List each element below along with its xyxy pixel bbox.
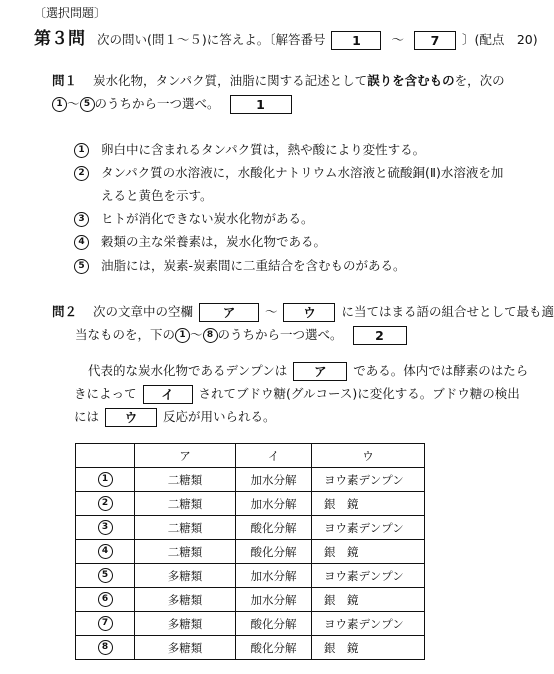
passage-line3 [74, 407, 276, 427]
cell-i: 加水分解 [236, 588, 312, 612]
q2-text-b: に当てはまる語の組合せとして最も適 [341, 304, 554, 319]
passage-text: である。体内では酵素のはたら [353, 363, 529, 378]
table-header-row [76, 444, 425, 468]
range-tilde: ～ [391, 32, 404, 47]
row-number-cell [76, 492, 135, 516]
option-text: タンパク質の水溶液に，水酸化ナトリウム水溶液と硫酸銅(Ⅱ)水溶液を加 [101, 165, 504, 180]
q1-line1 [52, 71, 505, 89]
table-row [76, 468, 425, 492]
circled-number: 4 [74, 235, 89, 250]
circled-number: 8 [203, 328, 218, 343]
passage-blank-a: ア [293, 362, 347, 381]
cell-i: 酸化分解 [236, 516, 312, 540]
q1-option [74, 232, 326, 250]
row-number-cell [76, 540, 135, 564]
table-row [76, 540, 425, 564]
q2-answer-box: 2 [353, 326, 407, 345]
table-header: イ [236, 444, 312, 468]
q1-label: 問１ [52, 73, 78, 88]
row-number-cell [76, 468, 135, 492]
passage-text: 反応が用いられる。 [162, 409, 276, 424]
circled-number: 5 [98, 568, 113, 583]
cell-u: ヨウ素デンプン [312, 516, 425, 540]
circled-number: 1 [98, 472, 113, 487]
option-text: 油脂には，炭素-炭素間に二重結合を含むものがある。 [101, 258, 406, 273]
cell-u: ヨウ素デンプン [312, 468, 425, 492]
q1-text-b: を，次の [454, 73, 505, 88]
cell-u: 銀 鏡 [312, 636, 425, 660]
range-end-box: 7 [414, 31, 456, 50]
q1-answer-box: 1 [230, 95, 292, 114]
q1-line2-text: のうちから一つ選べ。 [94, 96, 220, 111]
cell-i: 酸化分解 [236, 636, 312, 660]
q1-option [74, 256, 406, 274]
table-row [76, 516, 425, 540]
q2-line2-b: のうちから一つ選べ。 [217, 327, 343, 342]
answer-table [75, 443, 425, 660]
q2-tilde: ～ [264, 304, 278, 319]
q1-tilde: ～ [67, 96, 80, 111]
cell-a: 多糖類 [135, 636, 236, 660]
q2-tilde-2: ～ [190, 327, 203, 342]
row-number-cell [76, 588, 135, 612]
table-header: ウ [312, 444, 425, 468]
table-header [76, 444, 135, 468]
circled-number: 5 [80, 97, 95, 112]
cell-u: 銀 鏡 [312, 492, 425, 516]
cell-u: 銀 鏡 [312, 540, 425, 564]
q1-line2 [52, 94, 294, 114]
option-text: 穀類の主な栄養素は，炭水化物である。 [101, 234, 327, 249]
circled-number: 3 [98, 520, 113, 535]
q2-line1 [52, 302, 554, 322]
cell-a: 二糖類 [135, 540, 236, 564]
q2-text-a: 次の文章中の空欄 [93, 304, 194, 319]
range-start-box: 1 [331, 31, 381, 50]
cell-a: 二糖類 [135, 516, 236, 540]
circled-number: 8 [98, 640, 113, 655]
q1-option [74, 140, 425, 158]
option-text: ヒトが消化できない炭水化物がある。 [101, 211, 314, 226]
row-number-cell [76, 612, 135, 636]
q2-line2-a: 当なものを，下の [75, 327, 176, 342]
cell-a: 多糖類 [135, 588, 236, 612]
blank-a-box: ア [199, 303, 259, 322]
option-text-cont: えると黄色を示す。 [101, 188, 213, 203]
q1-option [74, 209, 314, 227]
cell-a: 多糖類 [135, 612, 236, 636]
blank-u-box: ウ [283, 303, 335, 322]
cell-a: 二糖類 [135, 492, 236, 516]
header-instruction: 次の問い(問１～５)に答えよ。〔解答番号 [96, 32, 326, 47]
q2-line2 [75, 325, 409, 345]
table-row [76, 492, 425, 516]
cell-a: 多糖類 [135, 564, 236, 588]
passage-line2 [74, 384, 520, 404]
q1-option [74, 163, 503, 181]
passage-text: きによって [74, 386, 137, 401]
passage-blank-i: イ [143, 385, 193, 404]
circled-number: 4 [98, 544, 113, 559]
passage-blank-u: ウ [105, 408, 157, 427]
table-row [76, 564, 425, 588]
circled-number: 2 [74, 166, 89, 181]
circled-number: 1 [52, 97, 67, 112]
passage-text: には [74, 409, 100, 424]
passage-text: 代表的な炭水化物であるデンプンは [88, 363, 288, 378]
passage-line1 [88, 361, 528, 381]
question-number: 第３問 [34, 29, 85, 49]
question-header [34, 24, 538, 50]
cell-a: 二糖類 [135, 468, 236, 492]
row-number-cell [76, 564, 135, 588]
q1-text-bold: 誤りを含むもの [367, 73, 455, 88]
table-row [76, 588, 425, 612]
row-number-cell [76, 636, 135, 660]
circled-number: 7 [98, 616, 113, 631]
points-text: 〕(配点 20) [461, 32, 538, 47]
row-number-cell [76, 516, 135, 540]
cell-i: 加水分解 [236, 492, 312, 516]
circled-number: 1 [74, 143, 89, 158]
table-row [76, 636, 425, 660]
cell-u: 銀 鏡 [312, 588, 425, 612]
q1-text-a: 炭水化物，タンパク質，油脂に関する記述として [93, 73, 368, 88]
cell-i: 加水分解 [236, 564, 312, 588]
option-text: 卵白中に含まれるタンパク質は，熱や酸により変性する。 [101, 142, 426, 157]
cell-i: 加水分解 [236, 468, 312, 492]
q2-label: 問２ [52, 304, 78, 319]
cell-i: 酸化分解 [236, 612, 312, 636]
circled-number: 1 [175, 328, 190, 343]
table-header: ア [135, 444, 236, 468]
circled-number: 6 [98, 592, 113, 607]
circled-number: 3 [74, 212, 89, 227]
cell-u: ヨウ素デンプン [312, 564, 425, 588]
circled-number: 2 [98, 496, 113, 511]
circled-number: 5 [74, 259, 89, 274]
cell-u: ヨウ素デンプン [312, 612, 425, 636]
cell-i: 酸化分解 [236, 540, 312, 564]
section-tag: 〔選択問題〕 [34, 6, 107, 20]
passage-text: されてブドウ糖(グルコース)に変化する。ブドウ糖の検出 [198, 386, 520, 401]
table-row [76, 612, 425, 636]
